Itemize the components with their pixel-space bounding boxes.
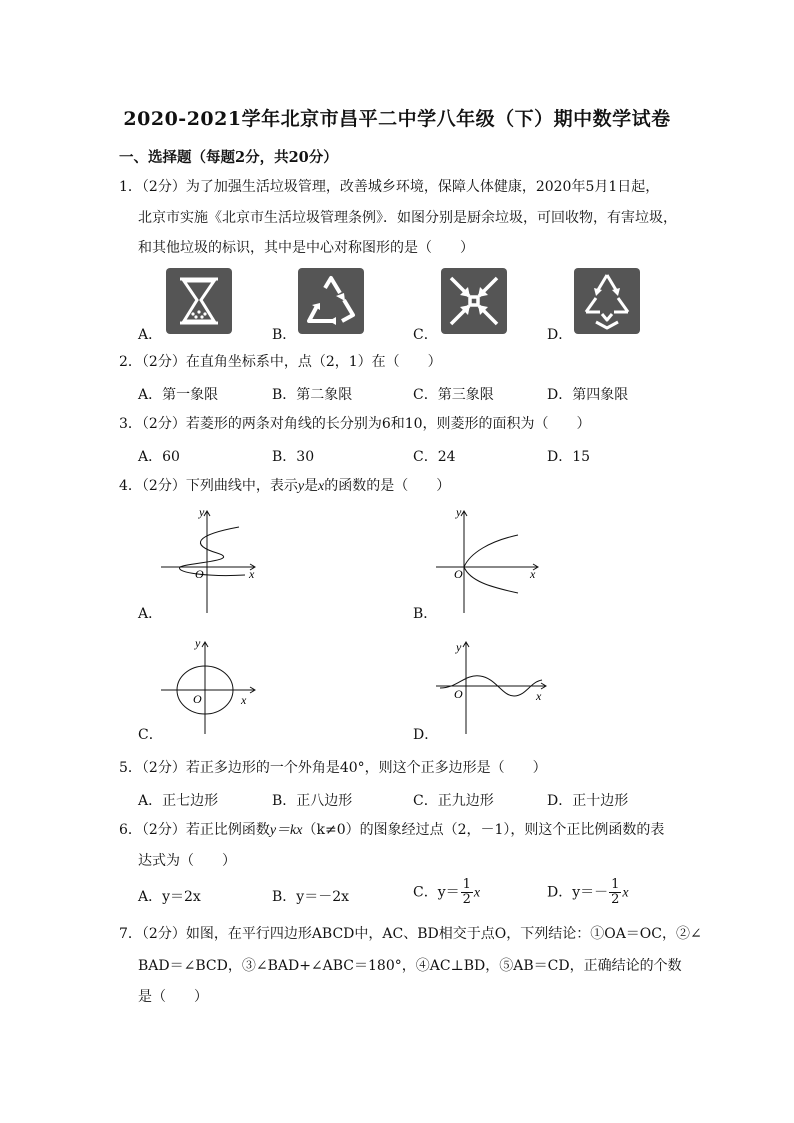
q6-option-d-num: 1 [611,877,620,892]
q6-option-c[interactable] [413,878,480,907]
q1-line3: 和其他垃圾的标识，其中是中心对称图形的是（ ） [138,240,474,256]
q7-line1: 7．（2分）如图，在平行四边形ABCD中，AC、BD相交于点O，下列结论：①OA＝OC，②∠ [119,926,702,942]
q1-line1: 1．（2分）为了加强生活垃圾管理，改善城乡环境，保障人体健康，2020年5月1日起， [119,179,660,195]
q6-option-d-fraction [609,878,621,907]
q4-stem [119,476,450,497]
q2-option-c[interactable]: C．第三象限 [413,387,494,403]
q4-option-b[interactable]: B． [413,606,438,622]
graph-b-x-label: x [530,567,536,581]
graph-d [430,636,550,736]
q1-line2: 北京市实施《北京市生活垃圾管理条例》．如图分别是厨余垃圾，可回收物，有害垃圾， [138,210,677,226]
graph-a-origin: O [195,567,204,581]
graph-a-y-label: y [199,505,205,519]
q4-stem-b: 是 [304,478,319,494]
q4-option-c[interactable]: C． [138,727,163,743]
q3-option-c[interactable]: C．24 [413,449,456,465]
q4-stem-c: 的函数的是（ ） [324,478,451,494]
graph-a [155,505,265,615]
q6-option-a[interactable]: A．y＝2x [138,889,201,905]
q4-option-a[interactable]: A． [138,606,163,622]
graph-b [430,505,545,615]
graph-a-x-label: x [249,567,255,581]
q1-option-c[interactable]: C． [413,327,438,343]
q7-line2: BAD＝∠BCD，③∠BAD+∠ABC＝180°，④AC⊥BD，⑤AB＝CD，正确结论的个数 [138,958,682,974]
q3-stem: 3．（2分）若菱形的两条对角线的长分别为6和10，则菱形的面积为（ ） [119,416,591,432]
q6-stem-a: 6．（2分）若正比例函数 [119,822,270,838]
q3-option-b[interactable]: B．30 [272,449,315,465]
q5-option-a[interactable]: A．正七边形 [138,793,219,809]
hazardous-waste-icon [441,268,507,334]
q2-option-b[interactable]: B．第二象限 [272,387,353,403]
graph-c-y-label: y [195,636,201,650]
q1-option-b[interactable]: B． [272,327,297,343]
graph-c-origin: O [193,692,202,706]
q1-option-d[interactable]: D． [547,327,573,343]
graph-c [155,636,265,736]
q4-var-x: x [318,479,325,494]
q6-option-d-var: x [622,885,629,901]
graph-c-x-label: x [241,693,247,707]
graph-b-y-label: y [456,505,462,519]
graph-d-y-label: y [456,640,462,654]
graph-d-x-label: x [536,689,542,703]
q2-option-d[interactable]: D．第四象限 [547,387,629,403]
q6-stem [119,820,664,841]
q3-option-a[interactable]: A．60 [138,449,180,465]
other-waste-icon [574,268,640,334]
q6-option-d-den: 2 [611,892,620,907]
q6-option-b[interactable]: B．y＝－2x [272,889,349,905]
recyclable-icon [298,268,364,334]
q5-option-c[interactable]: C．正九边形 [413,793,494,809]
graph-b-origin: O [454,567,463,581]
q1-option-a[interactable]: A． [138,327,163,343]
q6-option-d-label: D．y＝－ [547,884,609,901]
q6-option-c-fraction [461,878,473,907]
q6-option-c-num: 1 [462,877,471,892]
q6-option-c-var: x [473,885,481,901]
q5-option-d[interactable]: D．正十边形 [547,793,629,809]
q6-line2: 达式为（ ） [138,853,236,869]
section-heading: 一、选择题（每题2分，共20分） [119,149,338,166]
q7-line3: 是（ ） [138,989,208,1005]
q5-stem: 5．（2分）若正多边形的一个外角是40°，则这个正多边形是（ ） [119,760,547,776]
q5-option-b[interactable]: B．正八边形 [272,793,353,809]
q2-option-a[interactable]: A．第一象限 [138,387,219,403]
q6-stem-b: 的图象经过点（2，－1），则这个正比例函数的表 [359,822,665,838]
q6-option-c-label: C．y＝ [413,884,460,901]
exam-title: 2020-2021学年北京市昌平二中学八年级（下）期中数学试卷 [123,108,671,130]
q6-option-d[interactable] [547,878,629,907]
graph-d-origin: O [454,687,463,701]
q3-option-d[interactable]: D．15 [547,449,591,465]
q4-stem-a: 4．（2分）下列曲线中，表示 [119,478,298,494]
q6-expr: y＝kx [269,823,303,838]
q6-option-c-den: 2 [462,892,471,907]
q6-cond: （k≠0） [302,822,360,838]
q4-var-y: y [297,479,305,494]
q2-stem: 2．（2分）在直角坐标系中，点（2，1）在（ ） [119,354,442,370]
q4-option-d[interactable]: D． [413,727,439,743]
kitchen-waste-icon [166,268,232,334]
